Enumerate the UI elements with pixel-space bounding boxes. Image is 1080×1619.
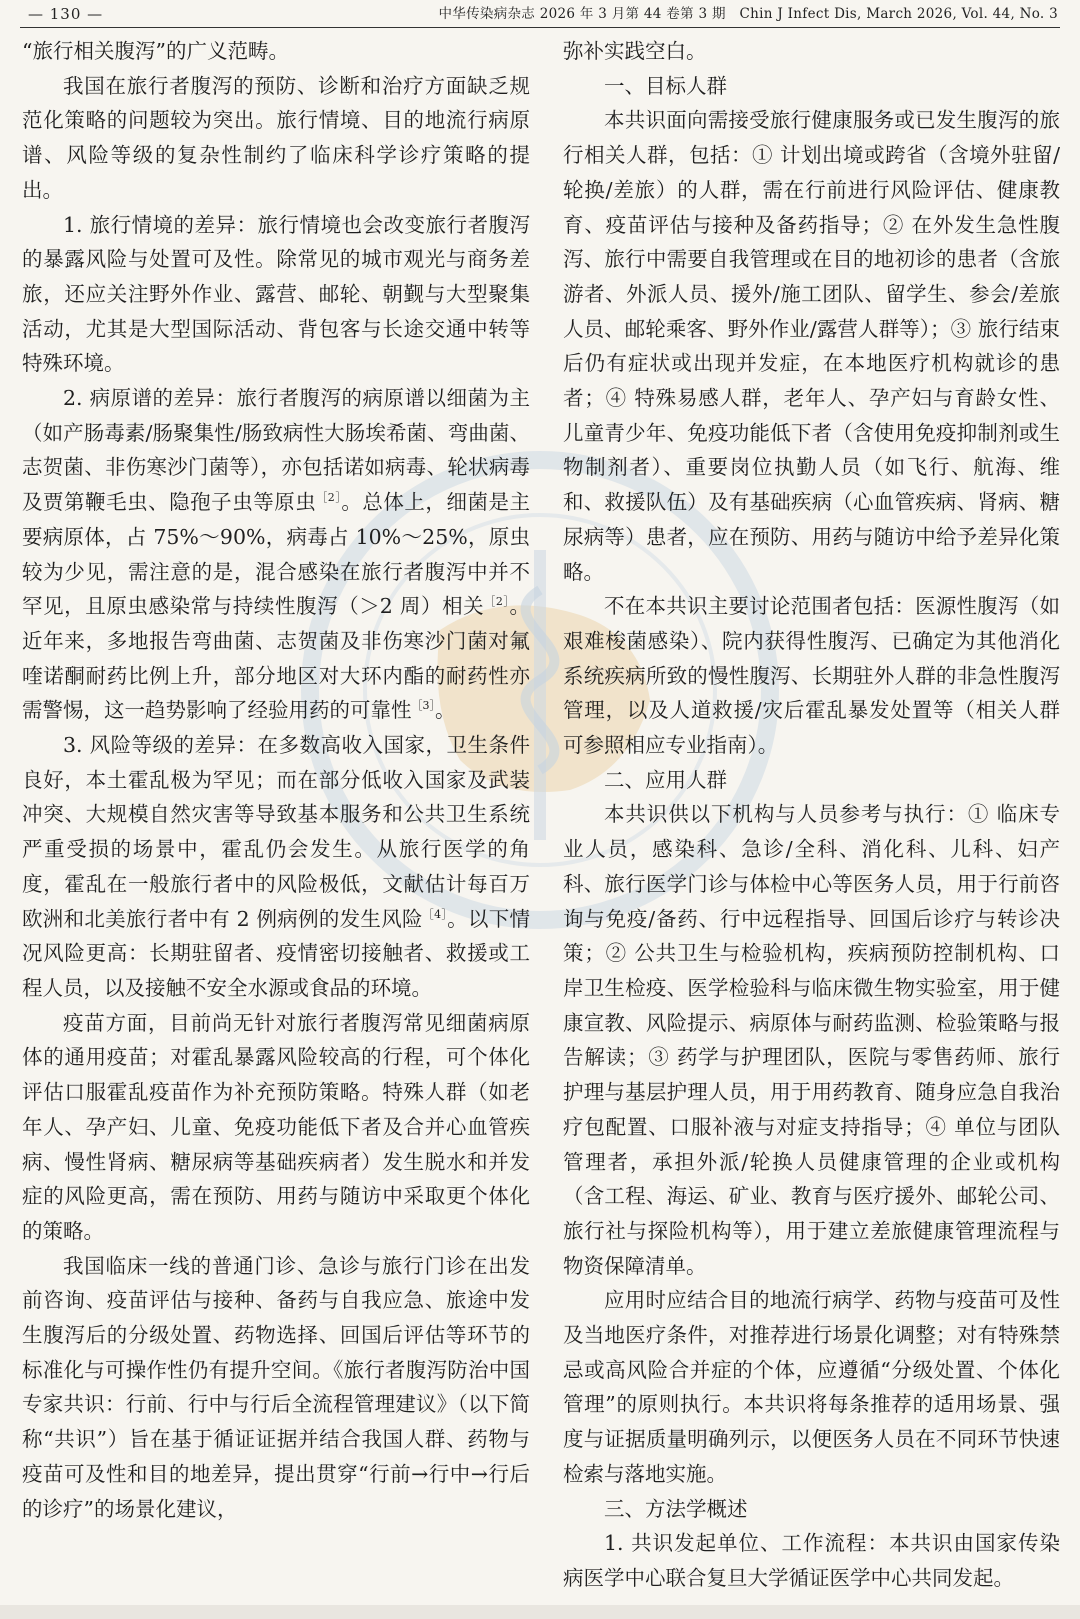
left-column bbox=[22, 34, 530, 1526]
citation-ref: ［3］ bbox=[411, 699, 435, 713]
paragraph: 1. 旅行情境的差异：旅行情境也会改变旅行者腹泻的暴露风险与处置可及性。除常见的城市观光与商务差旅，还应关注野外作业、露营、邮轮、朝觐与大型聚集活动，尤其是大型国际活动、背包客与长途交通中转等特殊环境。 bbox=[22, 212, 530, 376]
citation-ref: ［4］ bbox=[422, 907, 448, 921]
paragraph: 不在本共识主要讨论范围者包括：医源性腹泻（如艰难梭菌感染）、院内获得性腹泻、已确定为其他消化系统疾病所致的慢性腹泻、长期驻外人群的非急性腹泻管理，以及人道救援/灾后霍乱暴发处置等（相关人群可参照相应专业指南）。 bbox=[563, 594, 1060, 758]
page-number: — 130 — bbox=[28, 5, 104, 23]
section-heading: 二、应用人群 bbox=[604, 767, 727, 792]
paragraph bbox=[22, 728, 530, 1006]
bottom-bar bbox=[0, 1605, 1080, 1619]
journal-citation: 中华传染病杂志 2026 年 3 月第 44 卷第 3 期 Chin J Infect Dis, March 2026, Vol. 44, No. 3 bbox=[438, 6, 1058, 22]
header-rule bbox=[20, 27, 1060, 28]
text: 。总体上，细菌是主要病原体，占 75%～90%，病毒占 10%～25%，原虫较为少见，需注意的是，混合感染在旅行者腹泻中并不罕见，且原虫感染常与持续性腹泻（＞2 周）相关 bbox=[22, 490, 531, 619]
text: 2. 病原谱的差异：旅行者腹泻的病原谱以细菌为主（如产肠毒素/肠聚集性/肠致病性大肠埃希菌、弯曲菌、志贺菌、非伤寒沙门菌等），亦包括诺如病毒、轮状病毒及贾第鞭毛虫、隐孢子虫等原虫 bbox=[22, 386, 530, 515]
text: 。 bbox=[435, 698, 456, 723]
paragraph: 我国临床一线的普通门诊、急诊与旅行门诊在出发前咨询、疫苗评估与接种、备药与自我应急、旅途中发生腹泻后的分级处置、药物选择、回国后评估等环节的标准化与可操作性仍有提升空间。《旅行者腹泻防治中国专家共识：行前、行中与行后全流程管理建议》（以下简称“共识”）旨在基于循证证据并结合我国人群、药物与疫苗可及性和目的地差异，提出贯穿“行前→行中→行后的诊疗”的场景化建议， bbox=[22, 1253, 530, 1521]
citation-ref: ［2］ bbox=[484, 595, 510, 609]
paragraph: 本共识面向需接受旅行健康服务或已发生腹泻的旅行相关人群，包括：① 计划出境或跨省（含境外驻留/轮换/差旅）的人群，需在行前进行风险评估、健康教育、疫苗评估与接种及备药指导；② 在外发生急性腹泻、旅行中需要自我管理或在目的地初诊的患者（含旅游者、外派人员、援外/施工团队、留学生、参会/差旅人员、邮轮乘客、野外作业/露营人群等）；③ 旅行结束后仍有症状或出现并发症，在本地医疗机构就诊的患者；④ 特殊易感人群，老年人、孕产妇与育龄女性、儿童青少年、免疫功能低下者（含使用免疫抑制剂或生物制剂者）、重要岗位执勤人员（如飞行、航海、维和、救援队伍）及有基础疾病（心血管疾病、肾病、糖尿病等）患者，应在预防、用药与随访中给予差异化策略。 bbox=[563, 108, 1060, 584]
text: 3. 风险等级的差异：在多数高收入国家，卫生条件良好，本土霍乱极为罕见；而在部分低收入国家及武装冲突、大规模自然灾害等导致基本服务和公共卫生系统严重受损的场景中，霍乱仍会发生。从旅行医学的角度，霍乱在一般旅行者中的风险极低，文献估计每百万欧洲和北美旅行者中有 2 例病例的发生风险 bbox=[22, 733, 530, 931]
section-heading: 三、方法学概述 bbox=[604, 1496, 748, 1521]
right-column bbox=[563, 34, 1060, 1596]
paragraph bbox=[22, 381, 530, 728]
section-heading: 一、目标人群 bbox=[604, 73, 727, 98]
paragraph: 我国在旅行者腹泻的预防、诊断和治疗方面缺乏规范化策略的问题较为突出。旅行情境、目的地流行病原谱、风险等级的复杂性制约了临床科学诊疗策略的提出。 bbox=[22, 73, 530, 202]
text: 。以下情况风险更高：长期驻留者、疫情密切接触者、救援或工程人员，以及接触不安全水源或食品的环境。 bbox=[22, 906, 531, 1000]
page-header bbox=[0, 0, 1080, 30]
text: 。近年来，多地报告弯曲菌、志贺菌及非伤寒沙门菌对氟喹诺酮耐药比例上升，部分地区对大环内酯的耐药性亦需警惕，这一趋势影响了经验用药的可靠性 bbox=[22, 594, 531, 723]
paragraph: 弥补实践空白。 bbox=[563, 39, 707, 63]
paragraph: “旅行相关腹泻”的广义范畴。 bbox=[22, 39, 289, 63]
paragraph: 1. 共识发起单位、工作流程：本共识由国家传染病医学中心联合复旦大学循证医学中心共同发起。 bbox=[563, 1531, 1060, 1590]
paragraph: 本共识供以下机构与人员参考与执行：① 临床专业人员，感染科、急诊/全科、消化科、儿科、妇产科、旅行医学门诊与体检中心等医务人员，用于行前咨询与免疫/备药、行中远程指导、回国后诊疗与转诊决策；② 公共卫生与检验机构，疾病预防控制机构、口岸卫生检疫、医学检验科与临床微生物实验室，用于健康宣教、风险提示、病原体与耐药监测、检验策略与报告解读；③ 药学与护理团队，医院与零售药师、旅行护理与基层护理人员，用于用药教育、随身应急自我治疗包配置、口服补液与对症支持指导；④ 单位与团队管理者，承担外派/轮换人员健康管理的企业或机构（含工程、海运、矿业、教育与医疗援外、邮轮公司、旅行社与探险机构等），用于建立差旅健康管理流程与物资保障清单。 bbox=[563, 802, 1060, 1278]
paragraph: 疫苗方面，目前尚无针对旅行者腹泻常见细菌病原体的通用疫苗；对霍乱暴露风险较高的行程，可个体化评估口服霍乱疫苗作为补充预防策略。特殊人群（如老年人、孕产妇、儿童、免疫功能低下者及合并心血管疾病、慢性肾病、糖尿病等基础疾病者）发生脱水和并发症的风险更高，需在预防、用药与随访中采取更个体化的策略。 bbox=[22, 1010, 530, 1243]
paragraph: 应用时应结合目的地流行病学、药物与疫苗可及性及当地医疗条件，对推荐进行场景化调整；对有特殊禁忌或高风险合并症的个体，应遵循“分级处置、个体化管理”的原则执行。本共识将每条推荐的适用场景、强度与证据质量明确列示，以便医务人员在不同环节快速检索与落地实施。 bbox=[563, 1288, 1060, 1486]
citation-ref: ［2］ bbox=[316, 491, 342, 505]
